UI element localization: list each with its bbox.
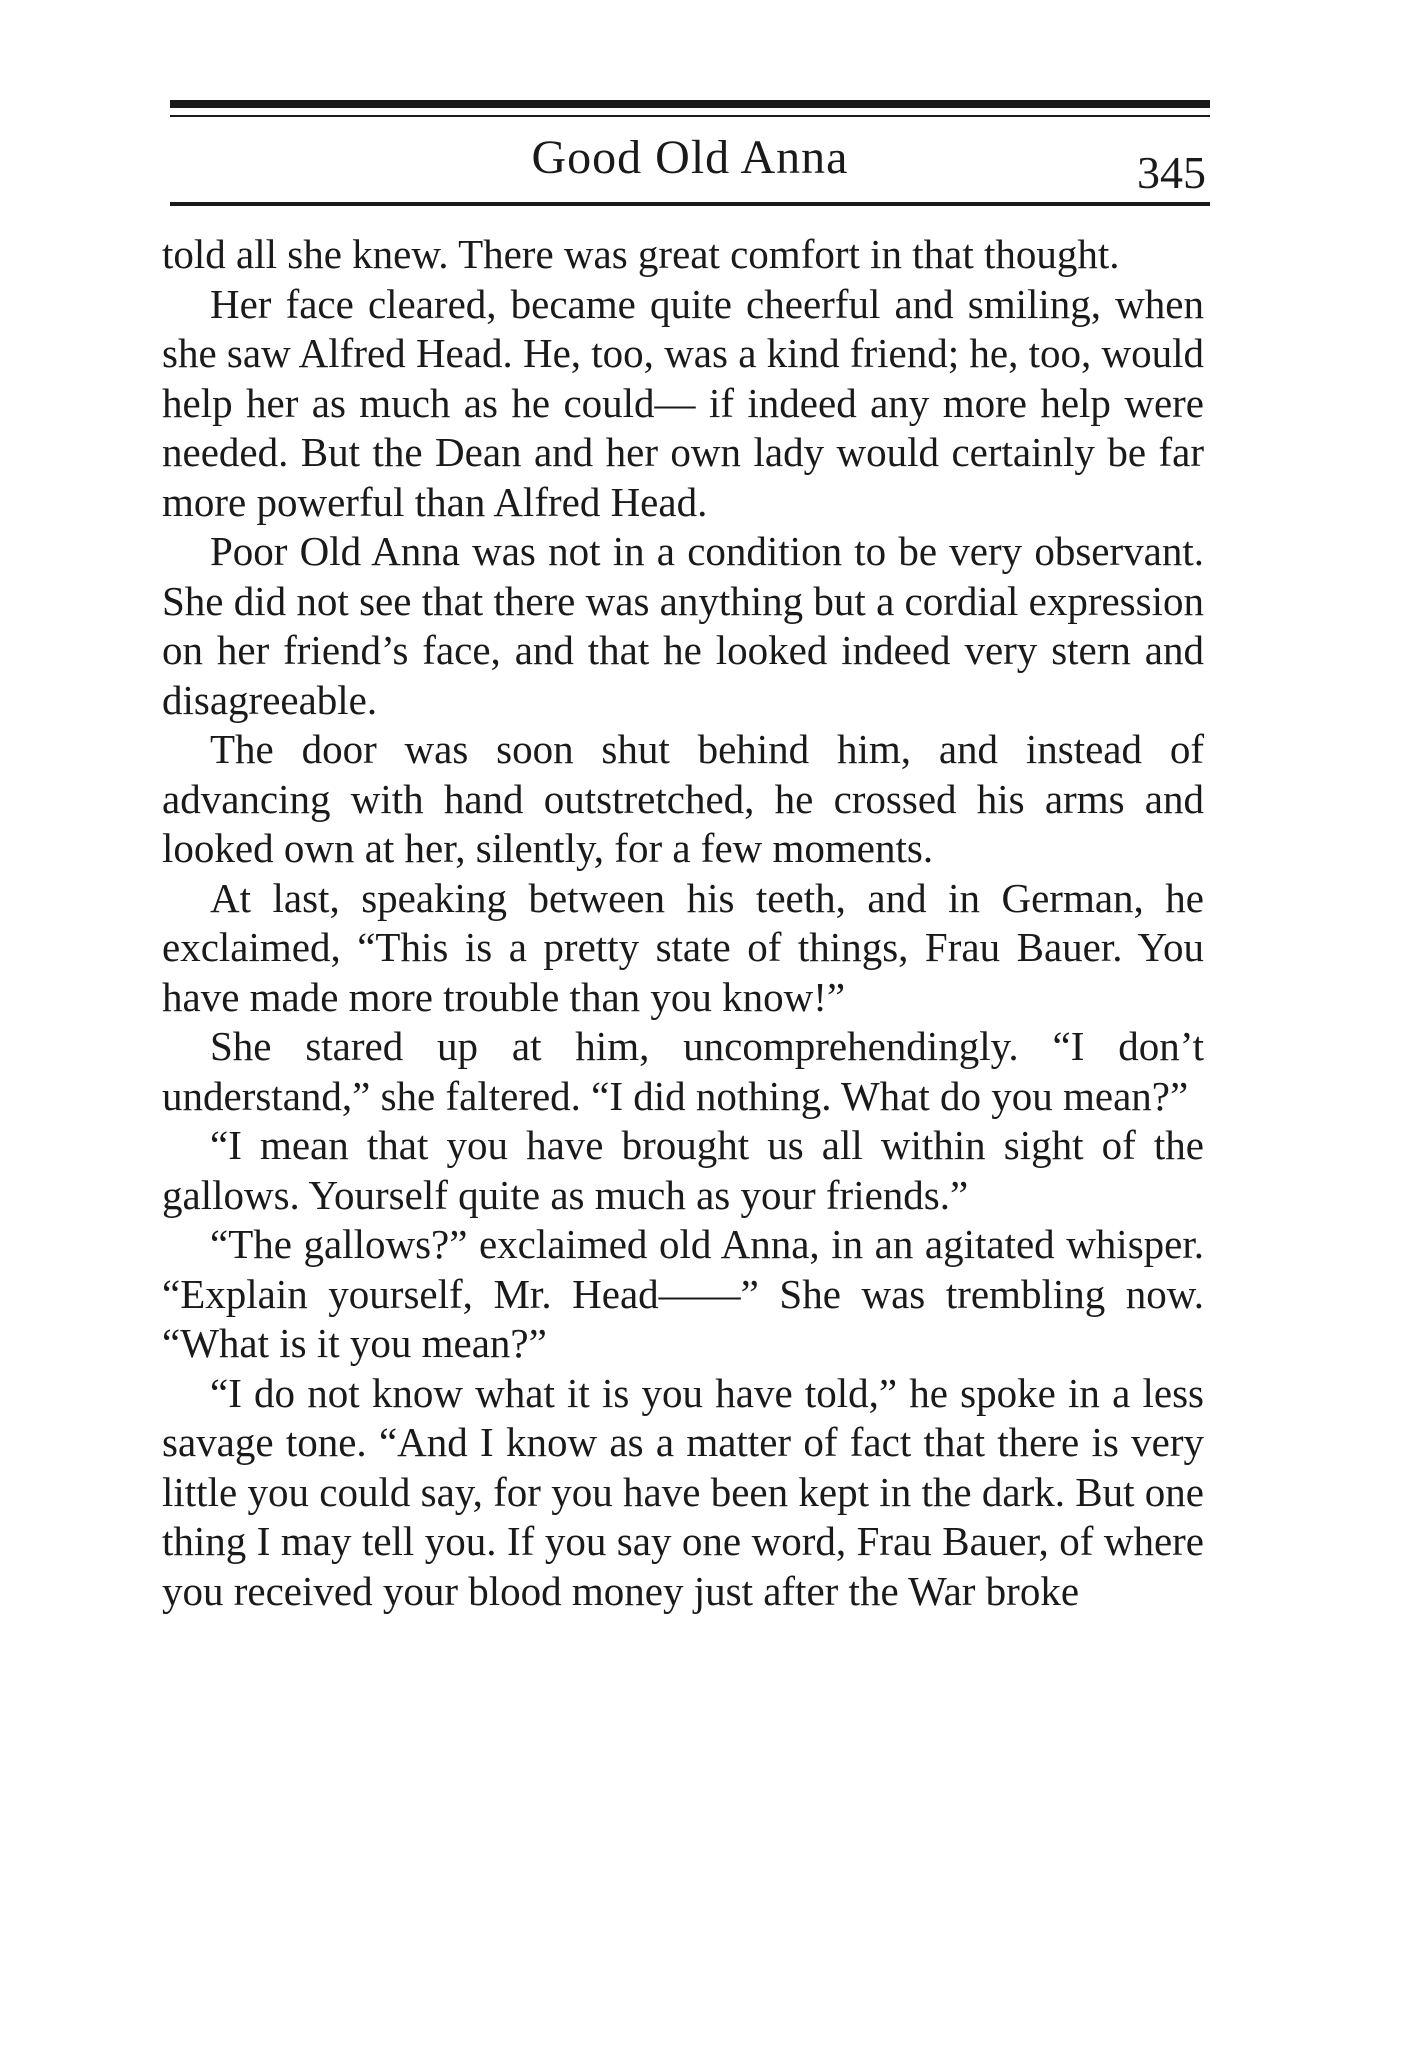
paragraph: She stared up at him, uncomprehendingly. “I don’t understand,” she faltered. “I did nothing. What do you mean?” (162, 1023, 1204, 1119)
paragraph: Poor Old Anna was not in a condition to be very observant. She did not see that there was anything but a cordial expression on her friend’s face, and that he looked indeed very stern and disagreeable. (162, 528, 1204, 723)
paragraph: The door was soon shut behind him, and instead of advancing with hand outstretched, he crossed his arms and looked own at her, silently, for a few moments. (162, 726, 1204, 871)
running-head-title: Good Old Anna (531, 131, 849, 184)
page-number: 345 (1137, 147, 1206, 198)
paragraph: “I do not know what it is you have told,” he spoke in a less savage tone. “And I know as a matter of fact that there is very little you could say, for you have been kept in the dark. But one thing I may tell you. If you say one word, Frau Bauer, of where you received your blood money just after the War broke (162, 1369, 1204, 1614)
paragraph: At last, speaking between his teeth, and in German, he exclaimed, “This is a pretty state of things, Frau Bauer. You have made more trouble than you know!” (162, 874, 1204, 1020)
running-head (170, 128, 1210, 198)
body-text (162, 230, 1204, 1616)
paragraph: told all she knew. There was great comfort in that thought. (162, 231, 1120, 277)
paragraph: Her face cleared, became quite cheerful and smiling, when she saw Alfred Head. He, too, was a kind friend; he, too, would help her as much as he could— if indeed any more help were needed. But the Dean and her own lady would certainly be far more powerful than Alfred Head. (162, 280, 1204, 525)
header-rule-thick (170, 100, 1210, 108)
header-rule-thin (170, 115, 1210, 117)
paragraph: “The gallows?” exclaimed old Anna, in an agitated whisper. “Explain yourself, Mr. Head——” She was trembling now. “What is it you mean?” (162, 1221, 1204, 1366)
paragraph: “I mean that you have brought us all within sight of the gallows. Yourself quite as much as your friends.” (162, 1122, 1204, 1218)
header-rule-bottom (170, 202, 1210, 206)
